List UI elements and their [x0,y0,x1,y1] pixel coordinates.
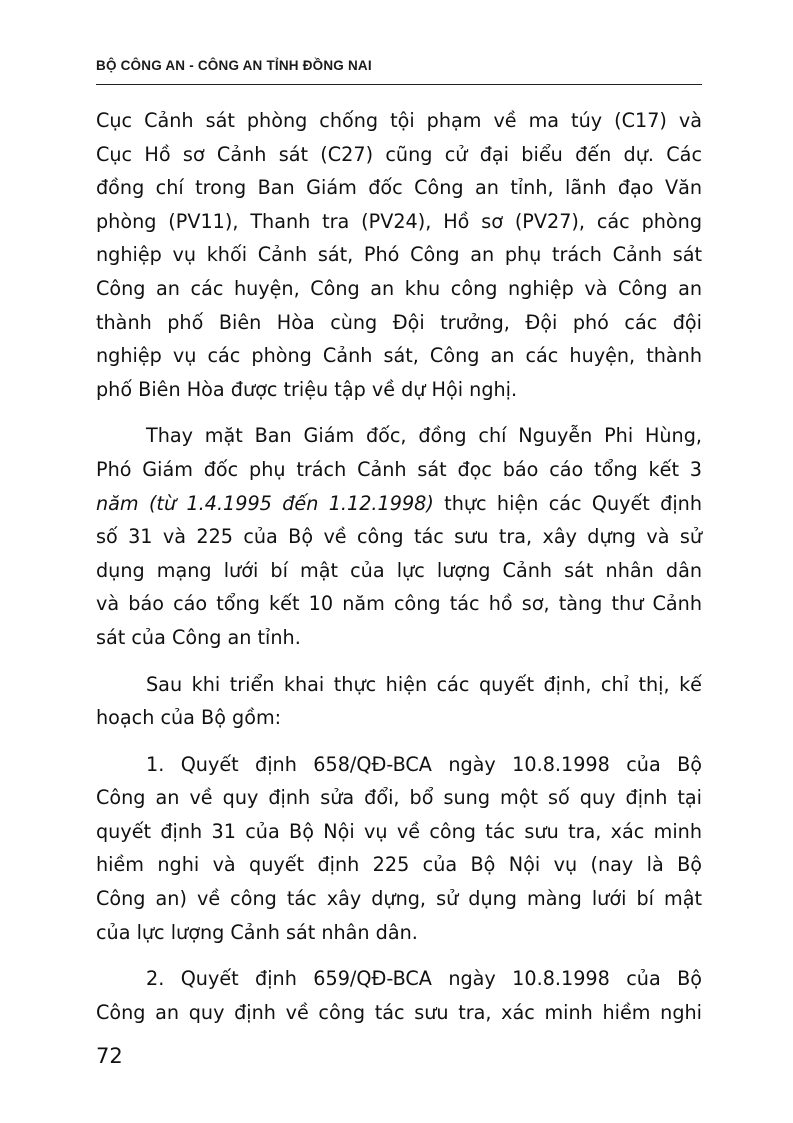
text-run: thực hiện các Quyết định [433,491,702,515]
text-line: dụng mạng lưới bí mật của lực lượng Cảnh sát nhân dân [96,558,702,582]
paragraph-3 [96,668,702,735]
text-line: sát của Công an tỉnh. [96,625,301,649]
text-line: Thay mặt Ban Giám đốc, đồng chí Nguyễn Phi Hùng, [146,424,702,448]
text-line: nghiệp vụ khối Cảnh sát, Phó Công an phụ trách Cảnh sát [96,243,702,267]
header-divider [96,84,702,85]
text-line: số 31 và 225 của Bộ về công tác sưu tra, xây dựng và sử [96,525,702,549]
text-line: thành phố Biên Hòa cùng Đội trưởng, Đội phó các đội [96,310,702,334]
text-line: Phó Giám đốc phụ trách Cảnh sát đọc báo cáo tổng kết 3 [96,457,702,481]
text-line: Công an quy định về công tác sưu tra, xác minh hiềm nghi [96,1000,702,1024]
text-line: Sau khi triển khai thực hiện các quyết định, chỉ thị, kế [146,672,702,696]
text-line: Công an) về công tác xây dựng, sử dụng màng lưới bí mật [96,887,702,911]
paragraph-2 [96,419,702,654]
text-line: Công an về quy định sửa đổi, bổ sung một số quy định tại [96,786,702,810]
text-line: phố Biên Hòa được triệu tập về dự Hội nghị. [96,377,518,401]
page-number: 72 [96,1044,123,1068]
text-line: nghiệp vụ các phòng Cảnh sát, Công an các huyện, thành [96,344,702,368]
text-line: hoạch của Bộ gồm: [96,706,282,730]
text-line: hiềm nghi và quyết định 225 của Bộ Nội vụ (nay là Bộ [96,853,702,877]
text-line: quyết định 31 của Bộ Nội vụ về công tác sưu tra, xác minh [96,819,702,843]
list-item-1 [96,748,702,950]
text-line: của lực lượng Cảnh sát nhân dân. [96,920,418,944]
running-header: BỘ CÔNG AN - CÔNG AN TỈNH ĐỒNG NAI [96,58,372,73]
text-line: phòng (PV11), Thanh tra (PV24), Hồ sơ (PV27), các phòng [96,209,702,233]
text-line: Cục Hồ sơ Cảnh sát (C27) cũng cử đại biểu đến dự. Các [96,142,702,166]
text-line: 1. Quyết định 658/QĐ-BCA ngày 10.8.1998 của Bộ [146,752,702,776]
text-line [96,487,702,521]
text-line: đồng chí trong Ban Giám đốc Công an tỉnh, lãnh đạo Văn [96,176,702,200]
body-text [96,104,702,1042]
text-line: Cục Cảnh sát phòng chống tội phạm về ma túy (C17) và [96,109,702,132]
text-line: Công an các huyện, Công an khu công nghiệp và Công an [96,276,702,300]
list-item-2 [96,962,702,1029]
paragraph-1 [96,104,702,406]
italic-date-range: năm (từ 1.4.1995 đến 1.12.1998) [96,491,434,515]
text-line: 2. Quyết định 659/QĐ-BCA ngày 10.8.1998 của Bộ [146,967,702,991]
text-line: và báo cáo tổng kết 10 năm công tác hồ sơ, tàng thư Cảnh [96,592,702,616]
